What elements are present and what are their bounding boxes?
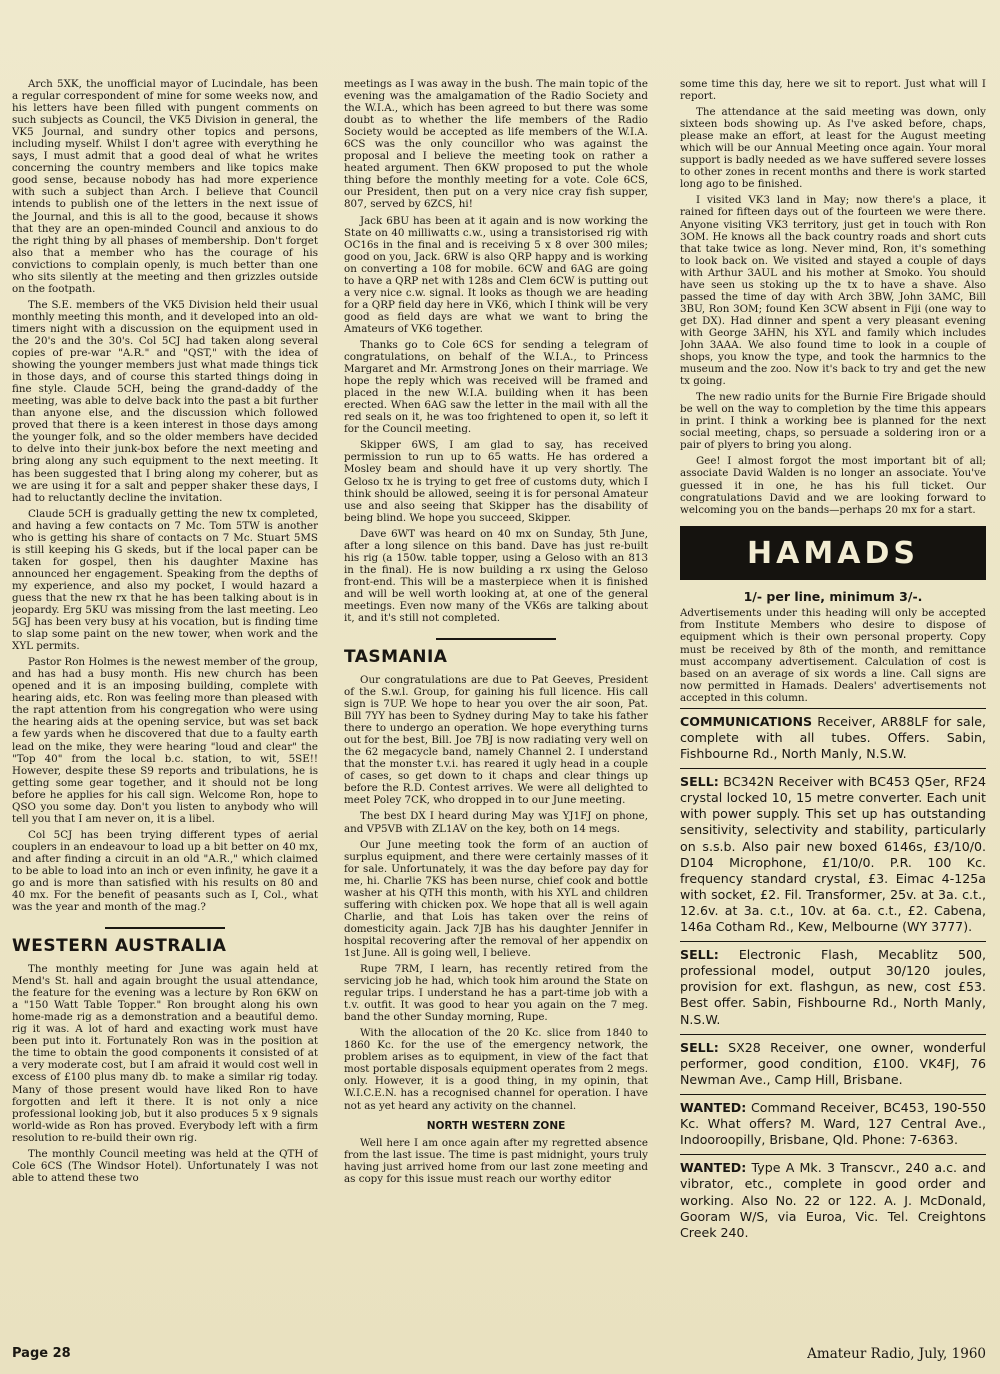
ad-text: Command Receiver, BC453, 190-550 Kc. What offers? M. Ward, 127 Central Ave., Indooroopilly, Brisbane, Qld. Phone: 7-6363. — [680, 1100, 986, 1148]
paragraph: The attendance at the said meeting was down, only sixteen bods showing up. As I've asked before, chaps, please make an effort, at least for the August meeting which will be our Annual Meeting once again. Your moral support is badly needed as we have suffered severe losses to other zones in recent months and there is work started long ago to be finished. — [680, 106, 986, 191]
hamads-intro: Advertisements under this heading will only be accepted from Institute Members who desire to dispose of equipment which is their own personal property. Copy must be received by 8th of the month, and remittance must accompany advertisement. Calculation of cost is based on an average of six words a line. Call signs are now permitted in Hamads. Dealers' advertisements not accepted in this column. — [680, 607, 986, 704]
section-heading-tasmania: TASMANIA — [344, 647, 448, 668]
paragraph: Claude 5CH is gradually getting the new tx completed, and having a few contacts on 7 Mc. Tom 5TW is another who is getting his share of contacts on 7 Mc. Stuart 5MS is still keeping his G skeds, but if the local paper can be taken for gospel, then his daughter Maxine has announced her engagement. Speaking from the depths of my experience, and also my pocket, I would hazard a guess that the new rx that he has been talking about is in jeopardy. Erg 5KU was missing from the last meeting. Leo 5GJ has been very busy at his vocation, but is finding time to slap some paint on the new tower, when work and the XYL permits. — [12, 507, 318, 653]
paragraph: The monthly meeting for June was again held at Mend's St. hall and again brought the usual attendance, the feature for the evening was a lecture by Ron 6KW on a "150 Watt Table Topper." Ron brought along his own home-made rig as a demonstration and a beautiful demo. rig it was. A lot of hard and exacting work must have been put into it. Fortunately Ron was in the position at the time to obtain the good components it consisted of at a very moderate cost, but I am afraid it would cost well in excess of £100 plus many db. to make a similar rig today. Many of those present would have liked Ron to have forgotten and left it there. It is not only a nice professional looking job, but it also produces 5 x 9 signals world-wide as Ron has proved. Everybody left with a firm resolution to re-build their own rig. — [12, 963, 318, 1144]
paragraph: Dave 6WT was heard on 40 mx on Sunday, 5th June, after a long silence on this band. Dave has just re-built his rig (a 150w. table topper, using a Geloso with an 813 in the final). He is now building a rx using the Geloso front-end. This will be a masterpiece when it is finished and will be well worth looking at, at one of the general meetings. Even now many of the VK6s are talking about it, and it's still not completed. — [344, 527, 648, 625]
page-number: Page 28 — [12, 1346, 71, 1361]
paragraph: some time this day, here we sit to report. Just what will I report. — [680, 78, 986, 103]
paragraph: meetings as I was away in the bush. The main topic of the evening was the amalgamation of the Radio Society and the W.I.A., which has been agreed to but there was some doubt as to whether the life members of the Radio Society would be accepted as life members of the W.I.A. 6CS was the only councillor who was against the proposal and I believe the meeting took on rather a heated argument. Then 6KW proposed to put the whole thing before the monthly meeting for a vote. Cole 6CS, our President, then put on a very nice cray fish supper, 807, served by 6ZCS, hi! — [344, 78, 648, 211]
classified-ad — [680, 1154, 986, 1247]
section-divider — [105, 927, 225, 929]
ad-lead: WANTED: — [680, 1100, 747, 1116]
paragraph: Col 5CJ has been trying different types of aerial couplers in an endeavour to load up a bit better on 40 mx, and after finding a circuit in an old "A.R.," which claimed to be able to load into an inch or even infinity, he gave it a go and is more than satisfied with his results on 80 and 40 mx. For the benefit of peasants such as I, Col., what was the year and month of the mag.? — [12, 828, 318, 914]
paragraph: Gee! I almost forgot the most important bit of all; associate David Walden is no longer an associate. You've guessed it in one, he has his full ticket. Our congratulations David and we are looking forward to welcoming you on the bands—perhaps 20 mx for a start. — [680, 455, 986, 516]
classified-ad — [680, 768, 986, 941]
paragraph: Our congratulations are due to Pat Geeves, President of the S.w.l. Group, for gaining his full licence. His call sign is 7UP. We hope to hear you over the air soon, Pat. Bill 7YY has been to Sydney during May to take his father there to undergo an operation. We hope everything turns out for the best, Bill. Joe 7BJ is now radiating very well on the 62 megacycle band, namely Channel 2. I understand that the monster t.v.i. has reared it ugly head in a couple of cases, so get down to it chaps and clear things up before the R.D. Contest arrives. We were all delighted to meet Poley 7CK, who dropped in to our June meeting. — [344, 673, 648, 807]
ad-text: SX28 Receiver, one owner, wonderful performer, good condition, £100. VK4FJ, 76 Newman Ave., Camp Hill, Brisbane. — [680, 1039, 986, 1087]
classified-ad — [680, 1034, 986, 1094]
hamads-banner: HAMADS — [680, 526, 986, 580]
classified-ad — [680, 1094, 986, 1154]
paragraph: I visited VK3 land in May; now there's a place, it rained for fifteen days out of the fourteen we were there. Anyone visiting VK3 territory, just get in touch with Ron 3OM. He knows all the back country roads and short cuts that take twice as long. Never mind, Ron, it's something to look back on. We visited and stayed a couple of days with Arthur 3AUL and his mother at Smoko. You should have seen us stoking up the tx to have a shave. Also passed the time of day with Arch 3BW, John 3AMC, Bill 3BU, Ron 3OM; found Ken 3CW absent in Fiji (one way to get DX). Had dinner and spent a very pleasant evening with George 3AHN, his XYL and family which includes John 3AAA. We also found time to look in a couple of shops, you know the type, and took the harmnics to the museum and the zoo. Now it's back to try and get the new tx going. — [680, 194, 986, 388]
paragraph: Arch 5XK, the unofficial mayor of Lucindale, has been a regular correspondent of mine for some weeks now, and his letters have been filled with pungent comments on such subjects as Council, the VK5 Division in general, the VK5 Journal, and sundry other topics and persons, including myself. Whilst I don't agree with everything he says, I must admit that a good deal of what he writes concerning the country members and like topics make good sense, because nobody has had more experience with such a subject than Arch. I believe that Council intends to publish one of the letters in the next issue of the Journal, and this is all to the good, because it shows that they are an open-minded Council and anxious to do the right thing by all phases of membership. Don't forget also that a member who has the courage of his convictions to complain openly, is much better than one who sits silently at the meeting and then grizzles outside on the footpath. — [12, 78, 318, 295]
paragraph: Our June meeting took the form of an auction of surplus equipment, and there were certainly masses of it for sale. Unfortunately, it was the day before pay day for me, hi. Charlie 7KS has been nurse, chief cook and bottle washer at his QTH this month, with his XYL and children suffering with chicken pox. We hope that all is well again Charlie, and that Lois has taken over the reins of domesticity again. Jack 7JB has his daughter Jennifer in hospital recovering after the removal of her appendix on 1st June. All is going well, I believe. — [344, 838, 648, 959]
ad-lead: SELL: — [680, 947, 719, 963]
subheading-north-western-zone: NORTH WESTERN ZONE — [426, 1119, 566, 1132]
paragraph: The monthly Council meeting was held at the QTH of Cole 6CS (The Windsor Hotel). Unfortunately I was not able to attend these two — [12, 1147, 318, 1184]
paragraph: Pastor Ron Holmes is the newest member of the group, and has had a busy month. His new church has been opened and it is an imposing building, complete with hearing aids, etc. Ron was feeling more than pleased with the rapt attention from his congregation who were using the hearing aids at the opening service, but was set back a few yards when he discovered that due to a faulty earth lead on the mike, they were hearing "loud and clear" the "Top 40" from the local b.c. station, to wit, 5SE!! However, despite these S9 reports and tribulations, he is getting some gear together, and it should not be long before he applies for his call sign. Welcome Ron, hope to QSO you some day. Don't you listen to anybody who will tell you that I am never on, it is a libel. — [12, 656, 318, 825]
ad-lead: SELL: — [680, 774, 719, 790]
paragraph: Jack 6BU has been at it again and is now working the State on 40 milliwatts c.w., using a transistorised rig with OC16s in the final and is receiving 5 x 8 over 300 miles; good on you, Jack. 6RW is also QRP happy and is working on converting a 108 for mobile. 6CW and 6AG are going to have a QRP net with 128s and Clem 6CW is putting out a very nice c.w. signal. It looks as though we are heading for a QRP field day here in VK6, which I think will be very good as field days are what we want to bring the Amateurs of VK6 together. — [344, 214, 648, 335]
classified-ad — [680, 708, 986, 768]
paragraph: Thanks go to Cole 6CS for sending a telegram of congratulations, on behalf of the W.I.A., to Princess Margaret and Mr. Armstrong Jones on their marriage. We hope the reply which was received will be framed and placed in the new W.I.A. building when it has been erected. When 6AG saw the letter in the mail with all the red seals on it, he was too frightened to open it, so left it for the Council meeting. — [344, 338, 648, 436]
publication-footer: Amateur Radio, July, 1960 — [807, 1346, 986, 1362]
hamads-rate: 1/- per line, minimum 3/-. — [743, 588, 923, 604]
column-2 — [344, 78, 648, 1340]
ad-text: Electronic Flash, Mecablitz 500, professional model, output 30/120 joules, provision for ext. flashgun, as new, cost £53. Best offer. Sabin, Fishbourne Rd., North Manly, N.S.W. — [680, 947, 986, 1027]
column-3 — [680, 78, 986, 1340]
paragraph: Skipper 6WS, I am glad to say, has received permission to run up to 65 watts. He has ordered a Mosley beam and should have it up very shortly. The Geloso tx he is trying to get free of customs duty, which I think should be allowed, seeing it is for personal Amateur use and also seeing that Skipper has the disability of being blind. We hope you succeed, Skipper. — [344, 439, 648, 524]
ad-text: Type A Mk. 3 Transcvr., 240 a.c. and vibrator, etc., complete in good order and working. Also No. 22 or 122. A. J. McDonald, Gooram W/S, via Euroa, Vic. Tel. Creightons Creek 240. — [680, 1160, 986, 1240]
classified-ad — [680, 941, 986, 1034]
paragraph: The best DX I heard during May was YJ1FJ on phone, and VP5VB with ZL1AV on the key, both on 14 megs. — [344, 810, 648, 835]
ad-lead: SELL: — [680, 1039, 719, 1055]
section-divider — [436, 638, 556, 640]
ad-text: BC342N Receiver with BC453 Q5er, RF24 crystal locked 10, 15 metre converter. Each unit with power supply. This set up has outstanding sensitivity, selectivity and stability, particularly on s.s.b. Also pair new boxed 6146s, £3/10/0. D104 Microphone, £1/10/0. P.R. 100 Kc. frequency standard crystal, £3. Eimac 4-125a with socket, £2. Fil. Transformer, 25v. at 3a. c.t., 12.6v. at 3a. c.t., 10v. at 6a. c.t., £2. Cabena, 146a Cotham Rd., Kew, Melbourne (WY 3777). — [680, 774, 986, 935]
column-1 — [12, 78, 318, 1340]
paragraph: With the allocation of the 20 Kc. slice from 1840 to 1860 Kc. for the use of the emergency network, the problem arises as to equipment, in view of the fact that most portable disposals equipment operates from 2 megs. only. However, it is a good thing, in my opinin, that W.I.C.E.N. has a recognised channel for operation. I have not as yet heard any activity on the channel. — [344, 1027, 648, 1112]
paragraph: The S.E. members of the VK5 Division held their usual monthly meeting this month, and it developed into an old-timers night with a discussion on the equipment used in the 20's and the 30's. Col 5CJ had taken along several copies of pre-war "A.R." and "QST," with the idea of showing the younger members just what made things tick in those days, and of course this started things doing in fine style. Claude 5CH, being the grand-daddy of the meeting, was able to delve back into the past a bit further than anyone else, and the discussion which followed proved that there is a keen interest in those days among the younger folk, and so the older members have decided to delve into their junk-box before the next meeting and bring along any such equipment to the next meeting. It has been suggested that I bring along my coherer, but as we are using it for a salt and pepper shaker these days, I had to reluctantly decline the invitation. — [12, 298, 318, 504]
paragraph: Well here I am once again after my regretted absence from the last issue. The time is past midnight, yours truly having just arrived home from our last zone meeting and as copy for this issue must reach our worthy editor — [344, 1136, 648, 1185]
ad-lead: WANTED: — [680, 1160, 747, 1176]
paragraph: The new radio units for the Burnie Fire Brigade should be well on the way to completion by the time this appears in print. I think a working bee is planned for the next social meeting, chaps, so persuade a soldering iron or a pair of plyers to bring you along. — [680, 391, 986, 452]
section-heading-western-australia: WESTERN AUSTRALIA — [12, 936, 227, 957]
ad-text: Receiver, AR88LF for sale, complete with all tubes. Offers. Sabin, Fishbourne Rd., North Manly, N.S.W. — [680, 713, 986, 761]
classified-ads-list — [680, 708, 986, 1247]
ad-lead: COMMUNICATIONS — [680, 713, 813, 729]
paragraph: Rupe 7RM, I learn, has recently retired from the servicing job he had, which took him around the State on regular trips. I understand he has a part-time job with a t.v. outfit. It was good to hear you again on the 7 meg. band the other Sunday morning, Rupe. — [344, 963, 648, 1024]
